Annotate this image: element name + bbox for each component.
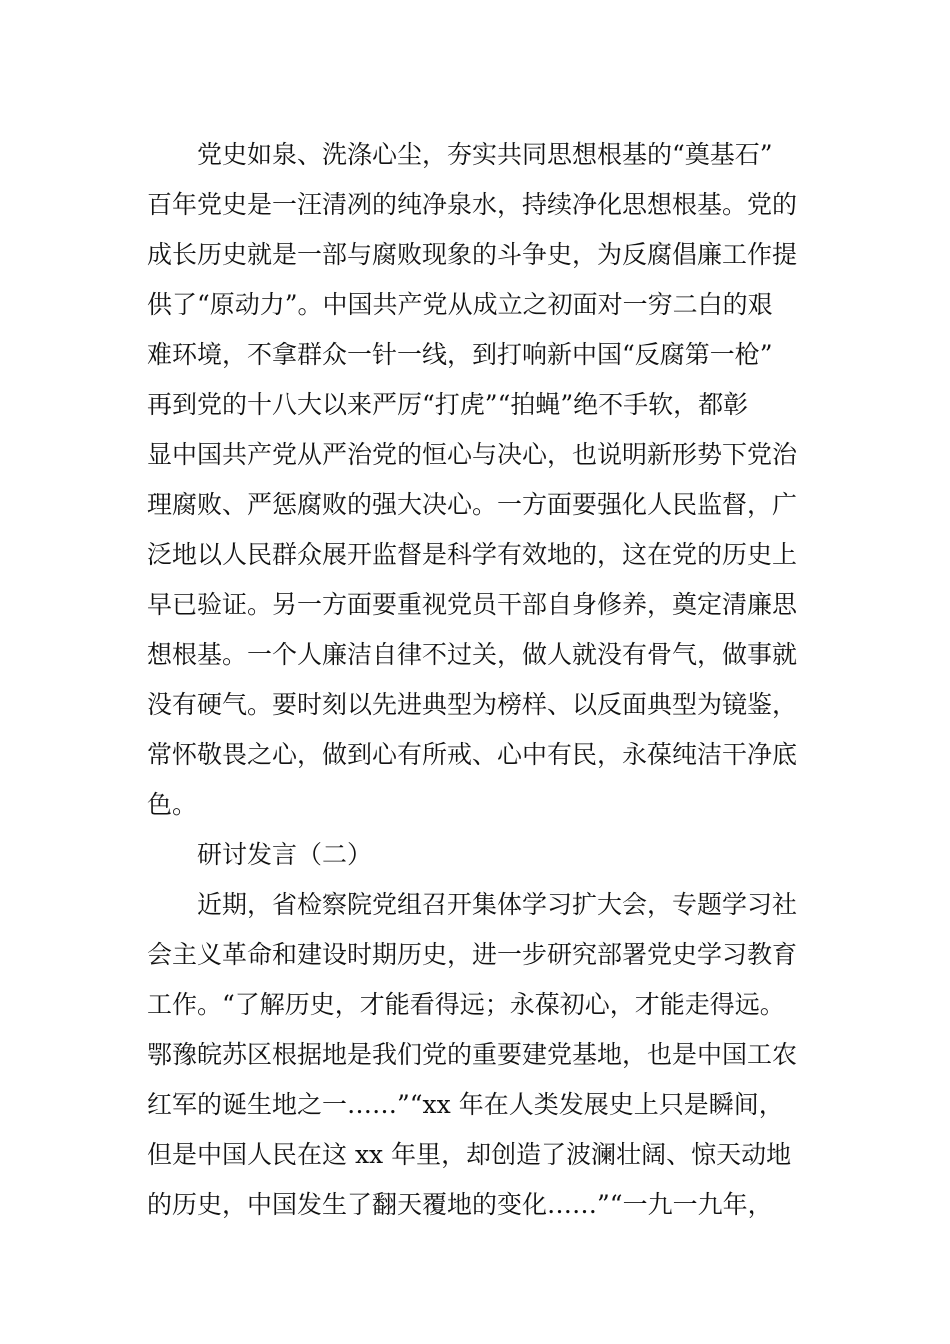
paragraph-line: 显中国共产党从严治党的恒心与决心，也说明新形势下党治 [147, 440, 798, 469]
section-heading: 研讨发言（二） [197, 840, 373, 869]
paragraph-line: 会主义革命和建设时期历史，进一步研究部署党史学习教育 [147, 940, 798, 969]
paragraph-line: 难环境，不拿群众一针一线，到打响新中国“反腐第一枪” [147, 340, 773, 369]
paragraph-line: 百年党史是一汪清冽的纯净泉水，持续净化思想根基。党的 [147, 190, 798, 219]
paragraph-line: 没有硬气。要时刻以先进典型为榜样、以反面典型为镜鉴， [147, 690, 798, 719]
paragraph-line: 的历史，中国发生了翻天覆地的变化……”“一九一九年， [147, 1190, 773, 1219]
section-heading: 党史如泉、洗涤心尘，夯实共同思想根基的“奠基石” [197, 140, 773, 169]
paragraph-line: 鄂豫皖苏区根据地是我们党的重要建党基地，也是中国工农 [147, 1040, 798, 1069]
paragraph-first-line: 近期，省检察院党组召开集体学习扩大会，专题学习社 [197, 890, 798, 919]
paragraph-line: 常怀敬畏之心，做到心有所戒、心中有民，永葆纯洁干净底 [147, 740, 798, 769]
paragraph-line: 工作。“了解历史，才能看得远；永葆初心，才能走得远。 [147, 990, 785, 1019]
paragraph-line: 早已验证。另一方面要重视党员干部自身修养，奠定清廉思 [147, 590, 798, 619]
paragraph-line: 供了“原动力”。中国共产党从成立之初面对一穷二白的艰 [147, 290, 773, 319]
document-body [147, 130, 815, 1230]
paragraph-line: 但是中国人民在这 xx 年里，却创造了波澜壮阔、惊天动地 [147, 1140, 792, 1169]
paragraph-line: 泛地以人民群众展开监督是科学有效地的，这在党的历史上 [147, 540, 798, 569]
paragraph-line: 再到党的十八大以来严厉“打虎”“拍蝇”绝不手软，都彰 [147, 390, 749, 419]
paragraph-line: 色。 [147, 790, 198, 819]
paragraph-line: 红军的诞生地之一……”“xx 年在人类发展史上只是瞬间， [147, 1090, 784, 1119]
paragraph-line: 想根基。一个人廉洁自律不过关，做人就没有骨气，做事就 [147, 640, 798, 669]
paragraph-line: 成长历史就是一部与腐败现象的斗争史，为反腐倡廉工作提 [147, 240, 798, 269]
paragraph-line: 理腐败、严惩腐败的强大决心。一方面要强化人民监督，广 [147, 490, 798, 519]
